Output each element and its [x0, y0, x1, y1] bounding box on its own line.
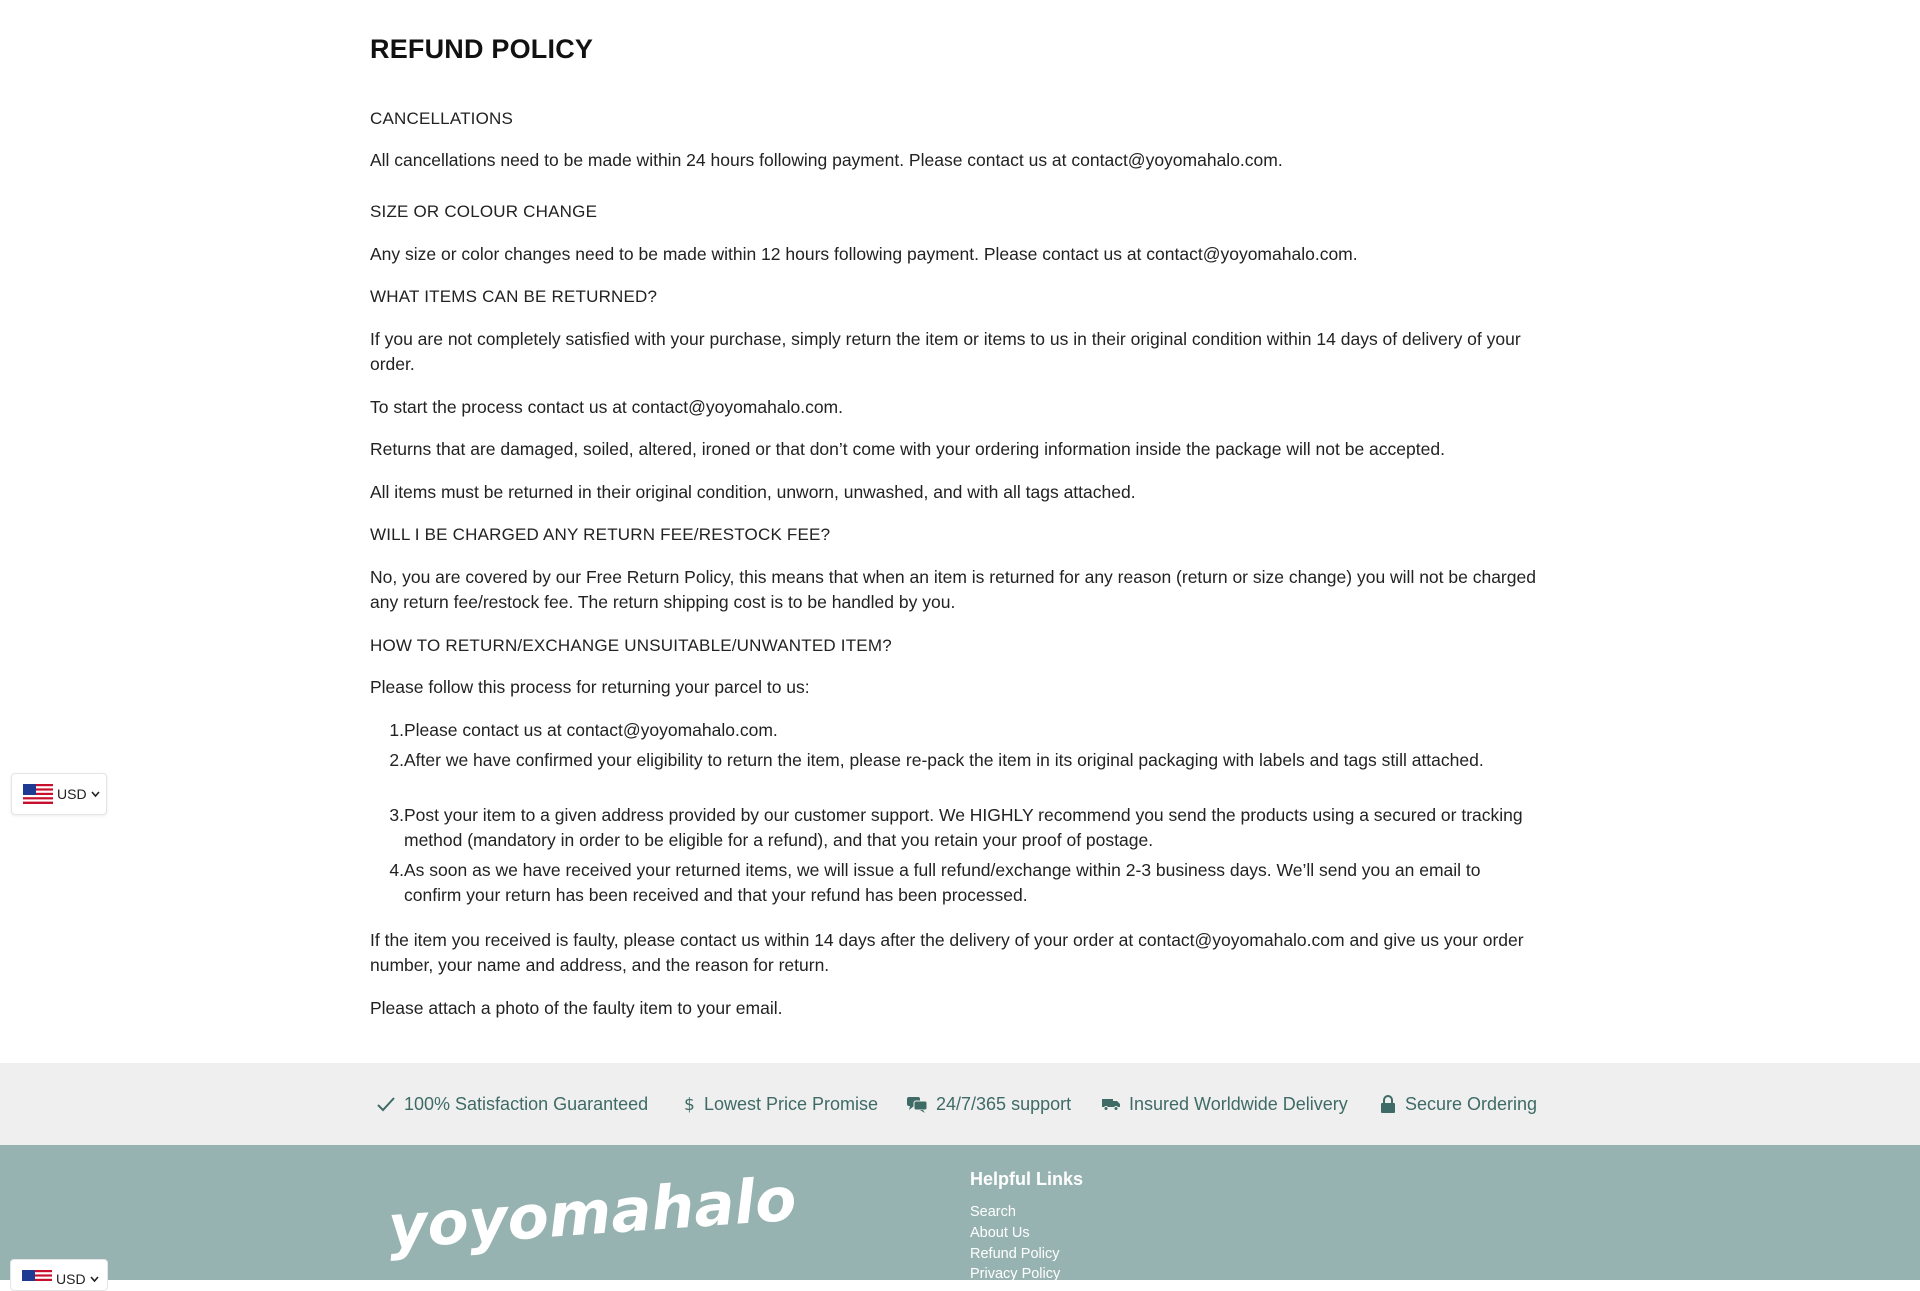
- returnable-text-3: Returns that are damaged, soiled, altered, ironed or that don’t come with your ordering information inside the package will not be accepted.: [370, 439, 1445, 459]
- support-badge: [906, 1091, 1071, 1117]
- satisfaction-label: 100% Satisfaction Guaranteed: [404, 1093, 649, 1114]
- currency-selector[interactable]: [11, 773, 107, 815]
- cancellations-text: All cancellations need to be made within 24 hours following payment. Please contact us at contact@yoyomahalo.com.: [370, 150, 1283, 170]
- helpful-links-title: Helpful Links: [970, 1169, 1084, 1189]
- howto-heading: HOW TO RETURN/EXCHANGE UNSUITABLE/UNWANTED ITEM?: [370, 636, 892, 655]
- satisfaction-badge: [376, 1091, 648, 1117]
- chevron-down-icon: [91, 791, 100, 798]
- footer-link-about-us[interactable]: About Us: [970, 1225, 1030, 1241]
- step-number: 1.: [389, 720, 404, 740]
- attach-photo-text: Please attach a photo of the faulty item to your email.: [370, 998, 783, 1018]
- returnable-heading: WHAT ITEMS CAN BE RETURNED?: [370, 287, 658, 306]
- price-badge: [682, 1091, 878, 1117]
- currency-code: USD: [56, 1271, 86, 1287]
- trust-bar: [0, 1063, 1920, 1145]
- currency-selector-bottom[interactable]: [10, 1259, 108, 1291]
- chat-bubbles-icon: [906, 1095, 928, 1113]
- us-flag-icon: [22, 1270, 52, 1290]
- svg-text:yoyomahalo: yoyomahalo: [385, 1164, 799, 1263]
- delivery-badge: [1101, 1091, 1348, 1117]
- footer-link-refund-policy[interactable]: Refund Policy: [970, 1246, 1060, 1262]
- page-title: REFUND POLICY: [370, 34, 594, 64]
- footer-link-search[interactable]: Search: [970, 1204, 1016, 1220]
- returnable-text-2: To start the process contact us at contact@yoyomahalo.com.: [370, 397, 843, 417]
- brand-logo[interactable]: [385, 1157, 799, 1267]
- size-change-heading: SIZE OR COLOUR CHANGE: [370, 202, 598, 221]
- footer-link-privacy-policy[interactable]: Privacy Policy: [970, 1266, 1061, 1282]
- fee-text: No, you are covered by our Free Return Policy, this means that when an item is returned for any reason (return or size change) you will not be charged any return fee/restock fee. The return shipping cost is to be handled by you.: [370, 567, 1536, 612]
- step-text: Post your item to a given address provided by our customer support. We HIGHLY recommend you send the products using a secured or tracking method (mandatory in order to be eligible for a refund), and that you retain your proof of postage.: [404, 805, 1523, 850]
- truck-icon: [1101, 1096, 1121, 1112]
- secure-badge: [1379, 1091, 1537, 1117]
- step-text: As soon as we have received your returned items, we will issue a full refund/exchange within 2-3 business days. We’ll send you an email to confirm your return has been received and that your refund has been processed.: [404, 860, 1481, 905]
- us-flag-icon: [23, 784, 53, 804]
- price-label: Lowest Price Promise: [704, 1093, 879, 1114]
- fee-heading: WILL I BE CHARGED ANY RETURN FEE/RESTOCK FEE?: [370, 525, 831, 544]
- delivery-label: Insured Worldwide Delivery: [1129, 1093, 1348, 1114]
- step-text: After we have confirmed your eligibility to return the item, please re-pack the item in its original packaging with labels and tags still attached.: [404, 750, 1484, 770]
- svg-text:$: $: [684, 1095, 695, 1115]
- step-number: 3.: [389, 805, 404, 825]
- step-number: 4.: [389, 860, 404, 880]
- lock-icon: [1379, 1094, 1397, 1114]
- step-number: 2.: [389, 750, 404, 770]
- faulty-item-text: If the item you received is faulty, please contact us within 14 days after the delivery of your order at contact@yoyomahalo.com and give us your order number, your name and address, and the reason for return.: [370, 930, 1524, 975]
- currency-code: USD: [57, 786, 87, 802]
- cancellations-heading: CANCELLATIONS: [370, 109, 514, 128]
- secure-label: Secure Ordering: [1405, 1093, 1538, 1114]
- chevron-down-icon: [90, 1276, 99, 1283]
- step-text: Please contact us at contact@yoyomahalo.com.: [404, 720, 778, 740]
- support-label: 24/7/365 support: [936, 1093, 1072, 1114]
- checkmark-icon: [376, 1095, 396, 1113]
- howto-intro: Please follow this process for returning your parcel to us:: [370, 677, 810, 697]
- returnable-text-1: If you are not completely satisfied with your purchase, simply return the item or items to us in their original condition within 14 days of delivery of your order.: [370, 329, 1521, 374]
- returnable-text-4: All items must be returned in their original condition, unworn, unwashed, and with all tags attached.: [370, 482, 1136, 502]
- size-change-text: Any size or color changes need to be made within 12 hours following payment. Please contact us at contact@yoyomahalo.com.: [370, 244, 1358, 264]
- footer: [0, 1145, 1920, 1280]
- dollar-icon: [682, 1094, 696, 1114]
